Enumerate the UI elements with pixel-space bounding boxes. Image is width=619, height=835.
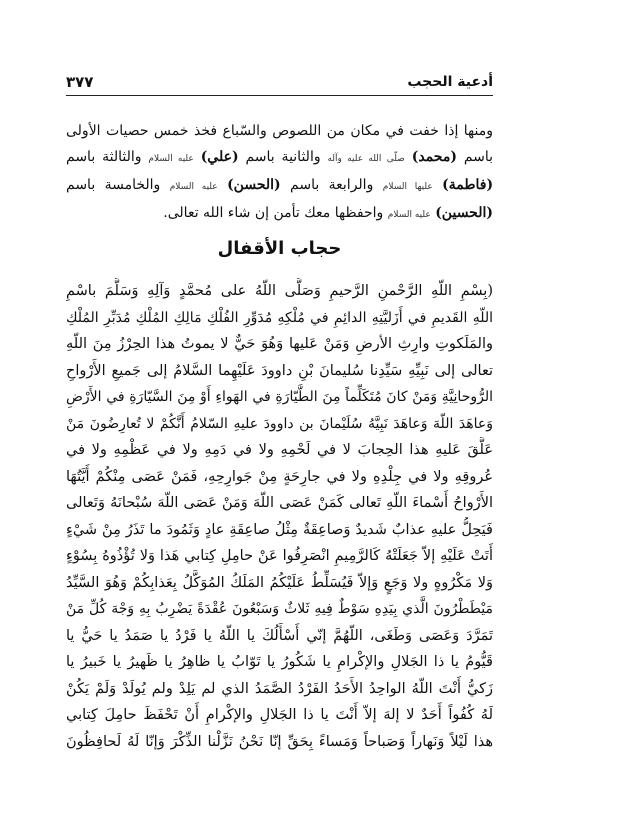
intro-line-1: ومنها إذا خفت في مكان من اللصوص والسّباع فخذ خمس حصيات الأولى [66,123,493,139]
prayer-line: والمَلَكوتِ وارِثِ الأرضِ وَمَنْ عَليها وَهُوَ حَيٌّ لا يموتُ هذا الحِرْزُ مِنَ اللّهِ [66,336,493,352]
section-title: حجاب الأقفال [217,238,342,259]
salawat-mark: عليه السلام [148,154,194,164]
prayer-line: قَيُّومُ يا ذا الجَلالِ والإكْرامِ يا شَكُورُ يا تَوّابُ يا ظاهِرُ يا ظَهيرُ يا خَبيرُ يا [66,654,493,670]
prayer-line: فَيَحِلُّ عليهِ عذابٌ شَديدٌ وَصاعِقَةٌ مِثْلُ صاعِقَةِ عادٍ وَثَمُودَ ما تَذَرُ مِنْ شَيْءٍ [66,521,493,538]
intro-text: والخامسة باسم [66,177,161,193]
prayer-line: اللّهِ القَديمِ في أَزَليَّتِهِ الدائِمِ في مُلْكِهِ مُدَوِّرِ الفُلْكِ مَالِكِ المُلْكِ مُدَبِّرِ المُلْكِ [66,309,493,326]
intro-text: باسم [456,149,494,165]
prayer-line: لَهُ كُفُواً أَحَدٌ لا إلهَ إلاّ أَنْتَ يا ذا الجَلالِ والإكْرامِ أَنْ تَحْفَظَ حامِلَ كِتابي [66,707,493,723]
intro-text: والرابعة باسم [280,177,374,193]
prayer-line: هذا لَيْلاً وَنَهاراً وَصَباحاً وَمَساءً بِحَقِّ إنّا نَحْنُ نَزَّلْنا الذِّكْرَ وَإنّا لَهُ لَحافِظُونَ [66,733,493,750]
prayer-line: (بِسْمِ اللّهِ الرَّحْمنِ الرَّحيمِ وَصَلَّى اللّهُ على مُحمَّدٍ وَآلِهِ وَسَلَّمَ باسْمِ [66,283,493,299]
prayer-line: الرُّوحانِيَّةِ وَمَنْ كانَ مُتَكَلِّماً مِنَ الطَّيّارَةِ في الهَواءِ أَوْ مِنَ السَّيّارَةِ في الأَرْضِ [66,389,493,405]
prayer-line: الأَرْواحُ أَسْماءَ اللّهِ تَعالى كَمَنْ عَصَى اللّهَ وَمَنْ عَصَى اللّهَ سُبْحانَهُ وَتَعالى [66,495,493,511]
salawat-mark: عليه السلام [169,182,218,192]
intro-text: والثانية باسم [238,149,321,165]
prayer-line: أَتَتْ عَلَيْهِ إلاّ جَعَلَتْهُ كَالرَّمِيمِ انْصَرِفُوا عَنْ حامِلِ كِتابي هَذا وَلا تُؤْذُوهُ بِسُوْءٍ [66,548,493,564]
page-header [66,70,493,94]
salawat-mark: عليه السلام [387,210,431,220]
name-fatima: (فاطمة) [442,177,494,193]
prayer-line: تَمَرَّدَ وَعَصَى وَطَغَى، اللّهُمَّ إنّي أَسْأَلُكَ يا اللّهُ يا فَرْدُ يا صَمَدُ يا حَيُّ يا [66,627,493,644]
name-hasan: (الحسن) [227,177,281,193]
name-ali: (علي) [200,149,239,165]
intro-paragraph [66,118,493,228]
header-rule [66,95,493,96]
page-number: ٣٧٧ [66,73,94,91]
prayer-line: زَكيُّ أَنْتَ اللّهُ الواحِدُ الأَحَدُ الفَرْدُ الصَّمَدُ الذي لم يَلِدْ ولم يُولَدْ وَلَمْ يَكُنْ [66,680,493,697]
intro-line-4: معك تأمن إن شاء الله تعالى. [163,205,331,221]
salawat-mark: عليها السلام [382,182,433,192]
prayer-line: وَعاهَدَ اللّهَ وَعاهَدَ نَبِيَّهُ سُلَيْمانَ بن داوودَ عليهِ السّلامُ أَنَّكُمْ لا تُعارِضُونَ مَنْ [66,415,493,432]
prayer-line: عُروقِهِ ولا في جِلْدِهِ ولا في جارِحَةٍ مِنْ جَوارِحِهِ، فَمَنْ عَصَى مِنْكُمْ أَيَّتُهَا [66,468,493,485]
prayer-line: وَلا مَكْرُوهٍ ولا وَجَعٍ وَإلاّ فَيُسَلِّطُ عَلَيْكُمُ المَلَكُ المُوَكَّلُ بِعَذابِكُمْ وَهُوَ السَّيِّدُ [66,574,493,591]
prayer-text [66,278,493,755]
name-husayn: (الحسين) [435,205,493,221]
intro-text: والثالثة باسم [66,149,142,165]
salawat-mark: صلّى الله عليه وآله [327,154,405,164]
prayer-line: تعالى إلى نَبِيِّهِ سَيِّدِنا سُليمانَ بْنِ داوودَ عَلَيْهِما السَّلامُ إلى جَميعِ الأَرْواحِ [66,362,493,379]
running-title: أدعية الحجب [407,74,493,90]
prayer-line: عَلَّقَ عَليهِ هذا الحِجابَ لا في لَحْمِهِ ولا في دَمِهِ ولا في عَظْمِهِ ولا في [66,442,493,458]
intro-text: واحفظها [334,205,384,221]
name-muhammad: (محمد) [411,149,457,165]
prayer-line: مَيْطَطْرُونَ الَّذي بِيَدِهِ سَوْطٌ فِيهِ ثَلاثٌ وَسَبْعُونَ عُقْدَةً يَضْرِبُ بِهِ وَجْهَ كُلِّ مَنْ [66,601,493,617]
